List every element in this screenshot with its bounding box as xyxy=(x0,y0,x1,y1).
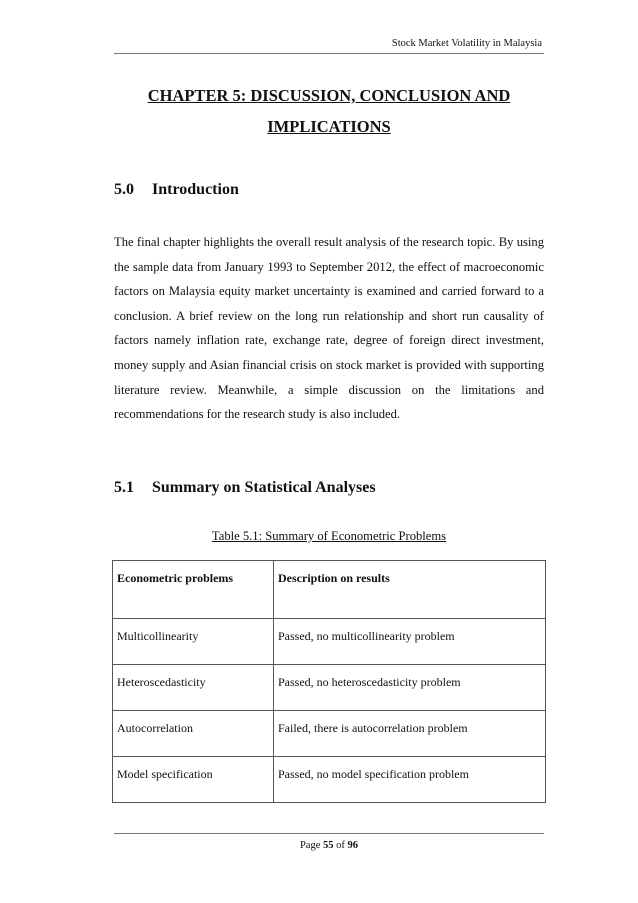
econometric-problems-table xyxy=(112,560,546,803)
introduction-paragraph: The final chapter highlights the overall result analysis of the research topic. By using the sample data from January 1993 to September 2012, the effect of macroeconomic factors on Malaysia equity market uncertainty is examined and carried forward to a conclusion. A brief review on the long run relationship and short run causality of factors namely inflation rate, exchange rate, degree of foreign direct investment, money supply and Asian financial crisis on stock market is provided with supporting literature review. Meanwhile, a simple discussion on the limitations and recommendations for the research study is also included. xyxy=(114,235,544,422)
table-row xyxy=(113,619,546,665)
table-row xyxy=(113,711,546,757)
table-cell: Failed, there is autocorrelation problem xyxy=(274,711,546,757)
column-header: Description on results xyxy=(274,561,546,619)
table-row xyxy=(113,757,546,803)
header-divider xyxy=(114,53,544,54)
section-title: Summary on Statistical Analyses xyxy=(152,479,376,496)
table-cell: Passed, no heteroscedasticity problem xyxy=(274,665,546,711)
chapter-title-line-1: CHAPTER 5: DISCUSSION, CONCLUSION AND xyxy=(147,86,511,105)
section-number: 5.1 xyxy=(114,479,134,496)
section-heading-summary xyxy=(114,479,376,497)
table-cell: Heteroscedasticity xyxy=(113,665,274,711)
of-label: of xyxy=(336,840,345,851)
section-title: Introduction xyxy=(152,181,239,198)
column-header: Econometric problems xyxy=(113,561,274,619)
page-footer xyxy=(114,840,544,851)
total-pages: 96 xyxy=(347,840,359,851)
page-label: Page xyxy=(299,840,321,851)
table-cell: Passed, no multicollinearity problem xyxy=(274,619,546,665)
table-caption: Table 5.1: Summary of Econometric Problems xyxy=(211,529,447,543)
running-header: Stock Market Volatility in Malaysia xyxy=(391,38,542,49)
section-number: 5.0 xyxy=(114,181,134,198)
chapter-title-line-2: IMPLICATIONS xyxy=(267,117,391,136)
table-row xyxy=(113,665,546,711)
table-cell: Model specification xyxy=(113,757,274,803)
table-header-row xyxy=(113,561,546,619)
section-heading-introduction xyxy=(114,181,239,199)
table-cell: Passed, no model specification problem xyxy=(274,757,546,803)
chapter-title xyxy=(114,80,544,142)
table-cell: Autocorrelation xyxy=(113,711,274,757)
table-cell: Multicollinearity xyxy=(113,619,274,665)
footer-divider xyxy=(114,833,544,834)
page-number: 55 xyxy=(323,840,334,851)
